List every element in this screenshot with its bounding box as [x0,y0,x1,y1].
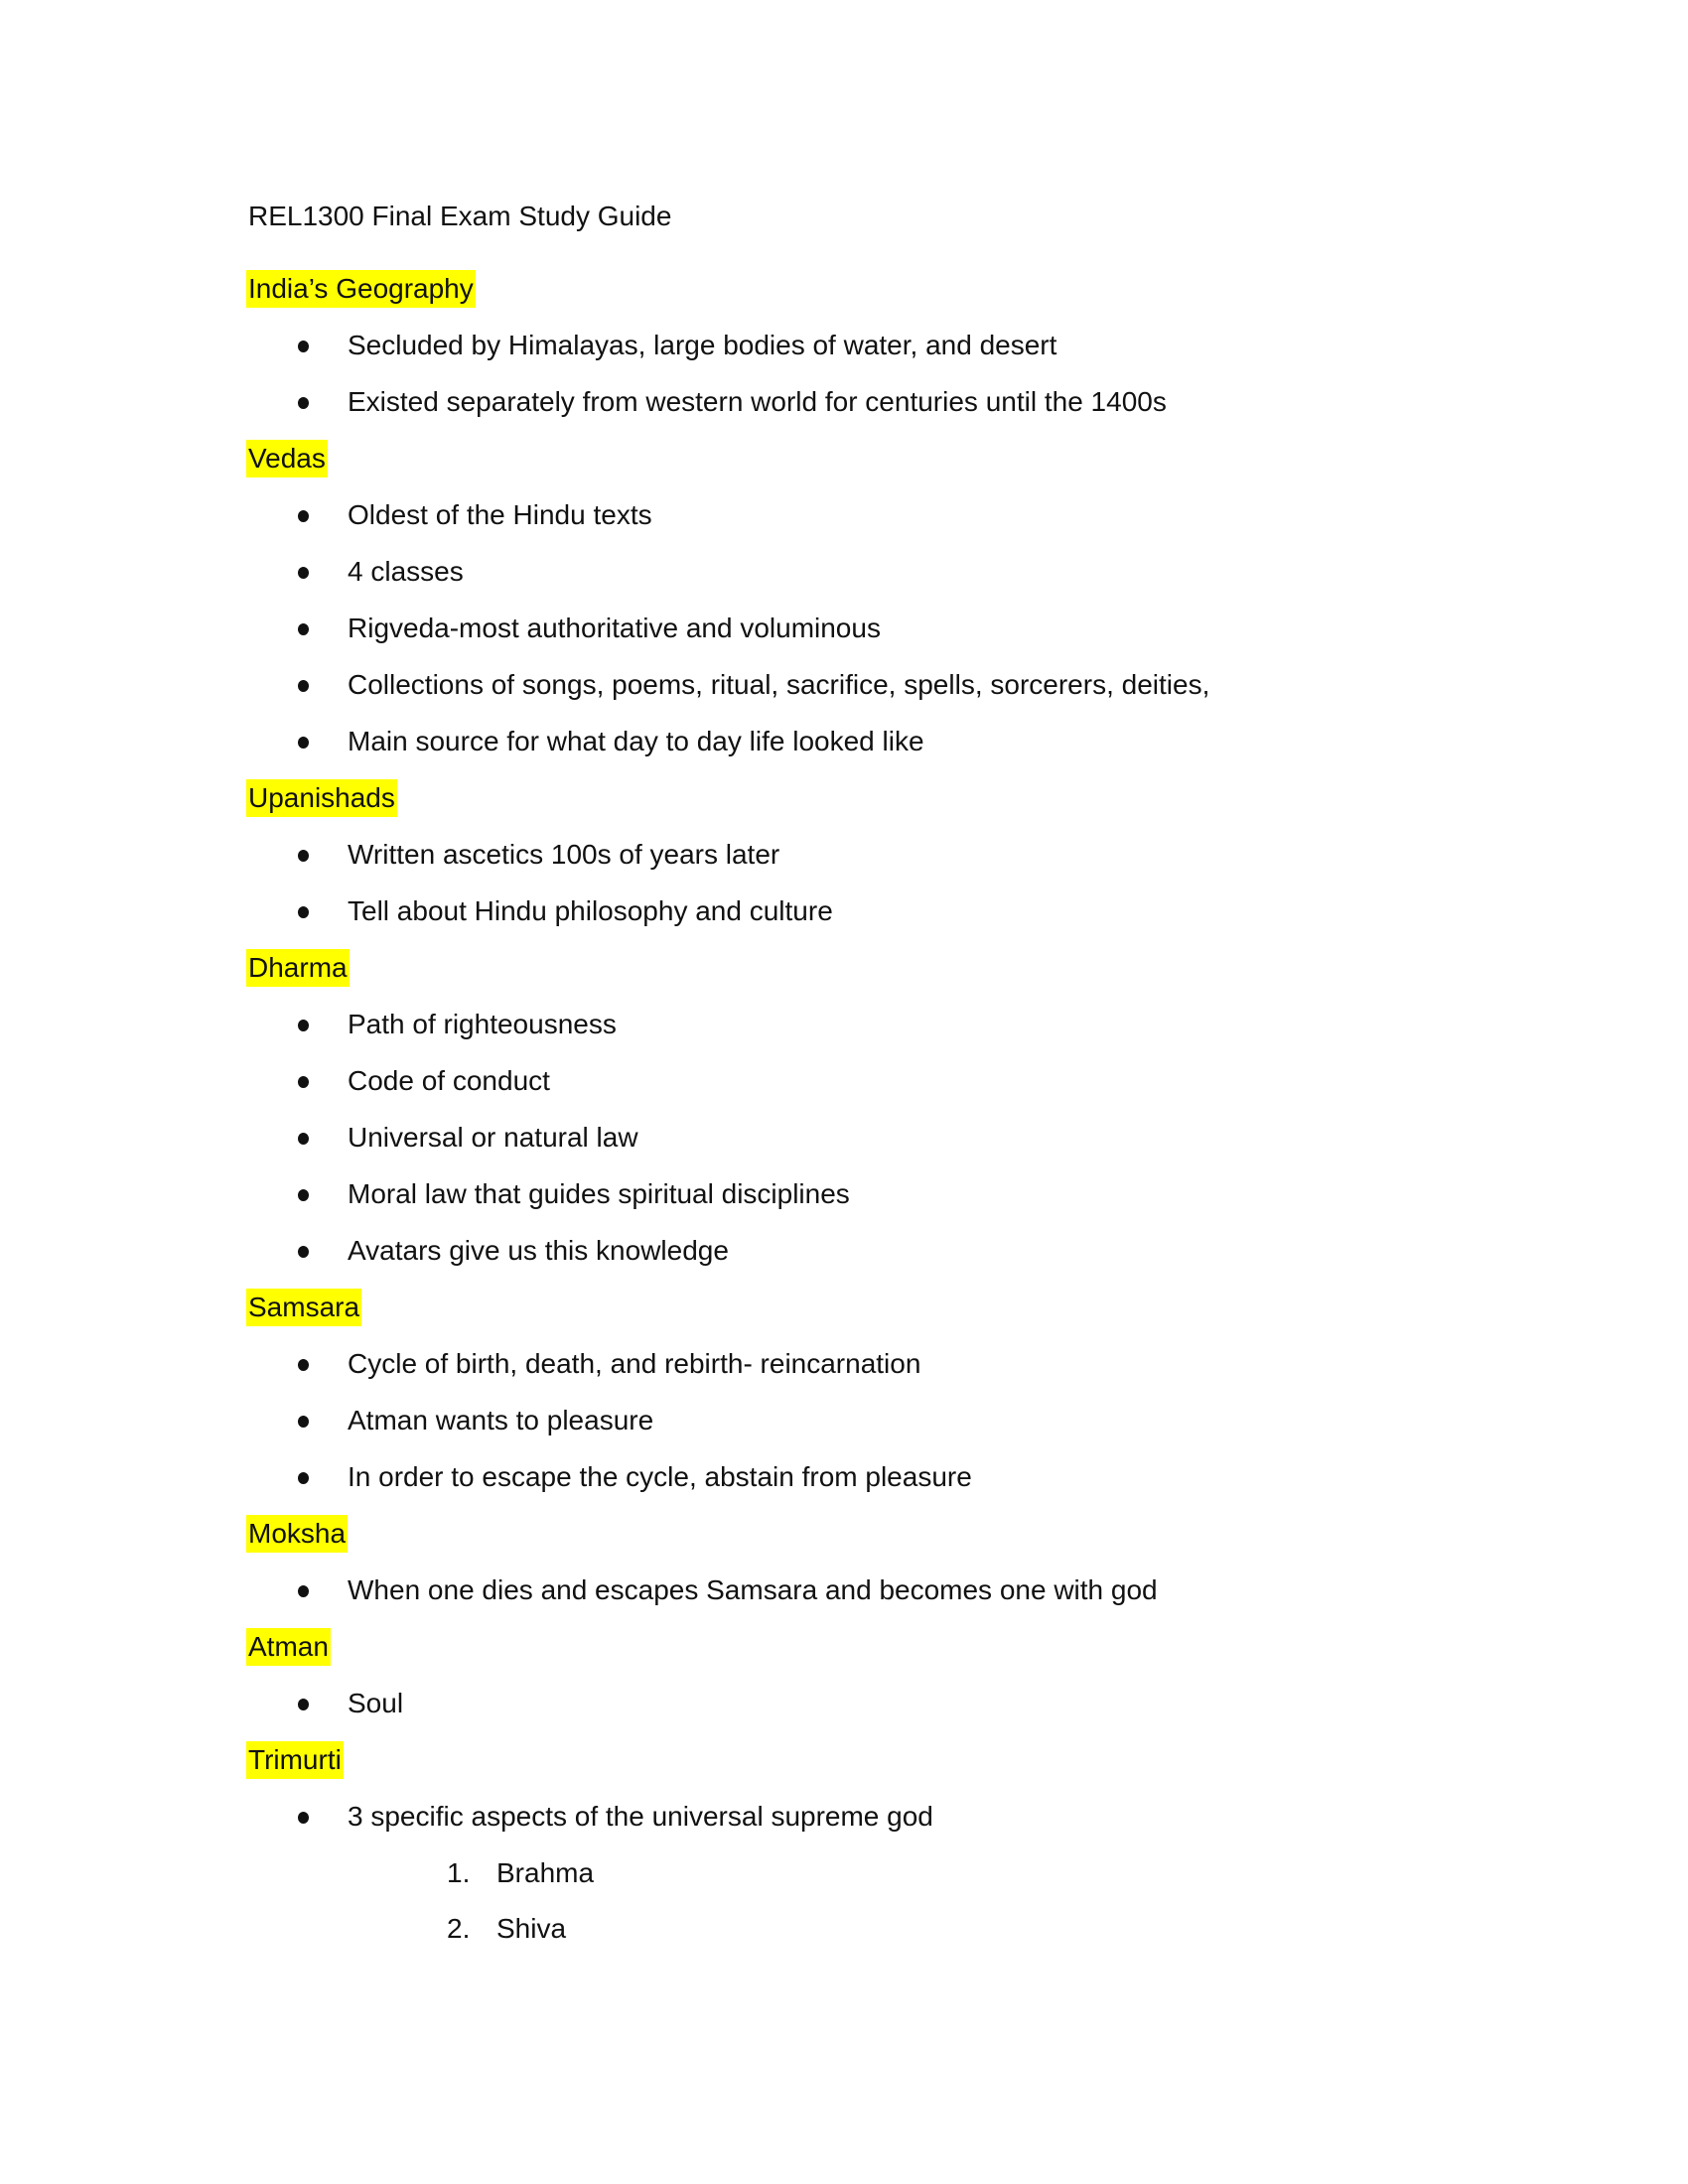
list-item [248,327,1489,364]
bullet-list [248,836,1489,930]
bullet-icon [298,737,309,749]
section-moksha [248,1515,1489,1609]
list-item-text: When one dies and escapes Samsara and becomes one with god [348,1574,1158,1605]
section-heading: Samsara [246,1289,361,1326]
list-item [248,553,1489,591]
list-item-text: 4 classes [348,556,464,587]
numbered-list [248,1854,1489,1948]
bullet-list [248,1798,1489,1836]
bullet-icon [298,1472,309,1484]
bullet-icon [298,680,309,692]
list-item-text: In order to escape the cycle, abstain from pleasure [348,1461,972,1492]
bullet-icon [298,1133,309,1145]
bullet-icon [298,1189,309,1201]
section-upanishads [248,779,1489,930]
list-item-text: Collections of songs, poems, ritual, sacrifice, spells, sorcerers, deities, [348,669,1210,700]
document-body [248,270,1489,1966]
bullet-icon [298,397,309,409]
bullet-list [248,1685,1489,1722]
list-item-text: Tell about Hindu philosophy and culture [348,895,833,926]
bullet-icon [298,850,309,862]
list-item [248,1402,1489,1439]
bullet-list [248,327,1489,421]
list-item-text: Universal or natural law [348,1122,638,1153]
list-number: 2. [447,1913,471,1944]
section-samsara [248,1289,1489,1496]
list-item-text: Oldest of the Hindu texts [348,499,652,530]
list-item [248,610,1489,647]
list-item [248,383,1489,421]
section-heading: India’s Geography [246,270,476,308]
list-item [248,836,1489,874]
bullet-list [248,1571,1489,1609]
numbered-list-item [248,1910,1489,1948]
list-item [248,1345,1489,1383]
list-item [248,1119,1489,1157]
list-item [248,723,1489,760]
section-heading: Vedas [246,440,328,478]
list-item-text: Atman wants to pleasure [348,1405,654,1435]
list-item [248,496,1489,534]
section-heading: Atman [246,1628,331,1666]
list-item-text: Written ascetics 100s of years later [348,839,780,870]
list-item-text: Rigveda-most authoritative and voluminous [348,613,881,643]
section-heading: Trimurti [246,1741,344,1779]
list-item [248,1232,1489,1270]
bullet-icon [298,1076,309,1088]
list-item [248,1685,1489,1722]
document-title: REL1300 Final Exam Study Guide [248,201,672,231]
bullet-icon [298,510,309,522]
list-item-text: Moral law that guides spiritual disciplines [348,1178,850,1209]
section-dharma [248,949,1489,1270]
list-item-text: Brahma [496,1857,595,1888]
bullet-list [248,1006,1489,1270]
section-atman [248,1628,1489,1722]
list-item [248,1062,1489,1100]
list-item-text: Path of righteousness [348,1009,617,1039]
bullet-icon [298,1699,309,1710]
list-item-text: Code of conduct [348,1065,550,1096]
list-item-text: Main source for what day to day life looked like [348,726,924,756]
list-item [248,1175,1489,1213]
list-item-text: Soul [348,1688,404,1718]
list-item-text: Avatars give us this knowledge [348,1235,729,1266]
section-indias-geography [248,270,1489,421]
bullet-icon [298,1246,309,1258]
bullet-icon [298,1812,309,1824]
section-heading: Upanishads [246,779,397,817]
list-item [248,1458,1489,1496]
bullet-icon [298,1359,309,1371]
bullet-list [248,1345,1489,1496]
bullet-icon [298,906,309,918]
bullet-icon [298,1585,309,1597]
list-item [248,892,1489,930]
list-item [248,666,1489,704]
numbered-list-item [248,1854,1489,1892]
bullet-icon [298,341,309,352]
bullet-icon [298,567,309,579]
list-number: 1. [447,1857,471,1888]
section-vedas [248,440,1489,760]
list-item-text: Secluded by Himalayas, large bodies of water, and desert [348,330,1057,360]
bullet-icon [298,1416,309,1428]
bullet-icon [298,1020,309,1031]
list-item [248,1571,1489,1609]
section-heading: Moksha [246,1515,348,1553]
section-heading: Dharma [246,949,350,987]
list-item [248,1798,1489,1836]
list-item-text: 3 specific aspects of the universal supreme god [348,1801,933,1832]
list-item-text: Shiva [496,1913,567,1944]
list-item-text: Existed separately from western world for centuries until the 1400s [348,386,1167,417]
section-trimurti [248,1741,1489,1948]
bullet-icon [298,623,309,635]
bullet-list [248,496,1489,760]
list-item [248,1006,1489,1043]
list-item-text: Cycle of birth, death, and rebirth- reincarnation [348,1348,921,1379]
